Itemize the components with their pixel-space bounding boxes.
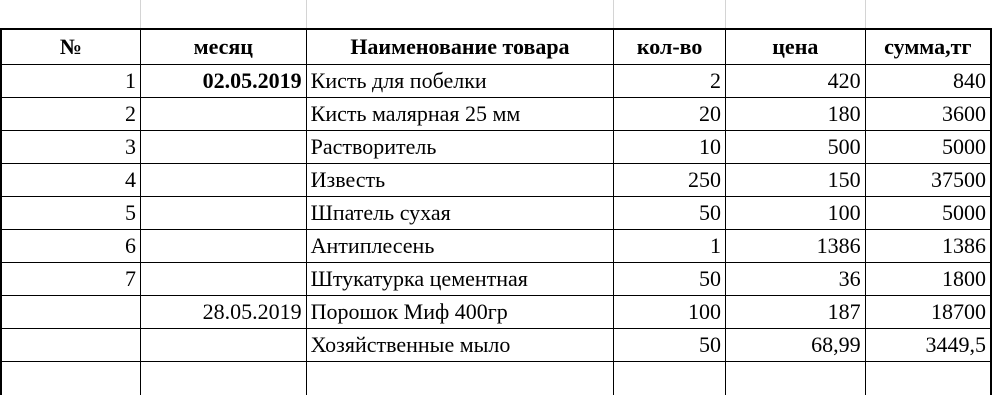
cell[interactable] <box>306 361 614 395</box>
table-row <box>1 295 991 328</box>
table-row <box>1 130 991 163</box>
cell[interactable] <box>1 0 140 29</box>
cell-qty[interactable]: 10 <box>614 130 726 163</box>
cell[interactable] <box>614 0 726 29</box>
cell-no[interactable]: 3 <box>1 130 140 163</box>
cell-qty[interactable]: 1 <box>614 229 726 262</box>
cell-price[interactable]: 187 <box>726 295 866 328</box>
cell-qty[interactable]: 50 <box>614 196 726 229</box>
cell-month[interactable]: 02.05.2019 <box>140 64 306 97</box>
header-no[interactable]: № <box>1 29 140 64</box>
cell-item[interactable]: Порошок Миф 400гр <box>306 295 614 328</box>
cell-month[interactable] <box>140 229 306 262</box>
cell-sum[interactable]: 1386 <box>865 229 991 262</box>
cell-month[interactable] <box>140 196 306 229</box>
header-month[interactable]: месяц <box>140 29 306 64</box>
header-row <box>1 29 991 64</box>
cell-no[interactable] <box>1 295 140 328</box>
cell-month[interactable] <box>140 97 306 130</box>
cell-price[interactable]: 180 <box>726 97 866 130</box>
cell-no[interactable]: 4 <box>1 163 140 196</box>
cell-month[interactable] <box>140 163 306 196</box>
cell-no[interactable] <box>1 328 140 361</box>
cell-month[interactable]: 28.05.2019 <box>140 295 306 328</box>
cell-sum[interactable]: 18700 <box>865 295 991 328</box>
cell[interactable] <box>306 0 614 29</box>
cell-item[interactable]: Антиплесень <box>306 229 614 262</box>
empty-top-row <box>1 0 991 29</box>
table-row <box>1 328 991 361</box>
cell-no[interactable]: 6 <box>1 229 140 262</box>
header-sum[interactable]: сумма,тг <box>865 29 991 64</box>
header-item[interactable]: Наименование товара <box>306 29 614 64</box>
cell[interactable] <box>140 0 306 29</box>
cell-no[interactable]: 1 <box>1 64 140 97</box>
cell-month[interactable] <box>140 130 306 163</box>
cell[interactable] <box>140 361 306 395</box>
cell-sum[interactable]: 3600 <box>865 97 991 130</box>
cell-qty[interactable]: 100 <box>614 295 726 328</box>
cell-month[interactable] <box>140 262 306 295</box>
cell-sum[interactable]: 37500 <box>865 163 991 196</box>
cell-qty[interactable]: 250 <box>614 163 726 196</box>
cell-sum[interactable]: 840 <box>865 64 991 97</box>
cell-price[interactable]: 68,99 <box>726 328 866 361</box>
cell-item[interactable]: Известь <box>306 163 614 196</box>
cell-no[interactable]: 2 <box>1 97 140 130</box>
cell-month[interactable] <box>140 328 306 361</box>
table-row <box>1 64 991 97</box>
cell-price[interactable]: 420 <box>726 64 866 97</box>
cell-sum[interactable]: 5000 <box>865 196 991 229</box>
table-row <box>1 229 991 262</box>
table-row <box>1 163 991 196</box>
cell-item[interactable]: Кисть малярная 25 мм <box>306 97 614 130</box>
cell-qty[interactable]: 50 <box>614 262 726 295</box>
cell[interactable] <box>726 0 866 29</box>
cell[interactable] <box>1 361 140 395</box>
cell-item[interactable]: Растворитель <box>306 130 614 163</box>
cell-item[interactable]: Кисть для побелки <box>306 64 614 97</box>
cell-price[interactable]: 150 <box>726 163 866 196</box>
table-row <box>1 97 991 130</box>
header-price[interactable]: цена <box>726 29 866 64</box>
empty-bottom-row <box>1 361 991 395</box>
cell[interactable] <box>865 361 991 395</box>
table-row <box>1 262 991 295</box>
cell-sum[interactable]: 3449,5 <box>865 328 991 361</box>
cell-item[interactable]: Шпатель сухая <box>306 196 614 229</box>
cell-no[interactable]: 7 <box>1 262 140 295</box>
cell-item[interactable]: Штукатурка цементная <box>306 262 614 295</box>
table-row <box>1 196 991 229</box>
cell-price[interactable]: 36 <box>726 262 866 295</box>
cell-sum[interactable]: 1800 <box>865 262 991 295</box>
cell-no[interactable]: 5 <box>1 196 140 229</box>
cell[interactable] <box>726 361 866 395</box>
cell-item[interactable]: Хозяйственные мыло <box>306 328 614 361</box>
cell-price[interactable]: 100 <box>726 196 866 229</box>
cell-qty[interactable]: 20 <box>614 97 726 130</box>
cell[interactable] <box>614 361 726 395</box>
cell-sum[interactable]: 5000 <box>865 130 991 163</box>
cell-qty[interactable]: 2 <box>614 64 726 97</box>
cell[interactable] <box>865 0 991 29</box>
cell-price[interactable]: 500 <box>726 130 866 163</box>
cell-qty[interactable]: 50 <box>614 328 726 361</box>
header-qty[interactable]: кол-во <box>614 29 726 64</box>
cell-price[interactable]: 1386 <box>726 229 866 262</box>
